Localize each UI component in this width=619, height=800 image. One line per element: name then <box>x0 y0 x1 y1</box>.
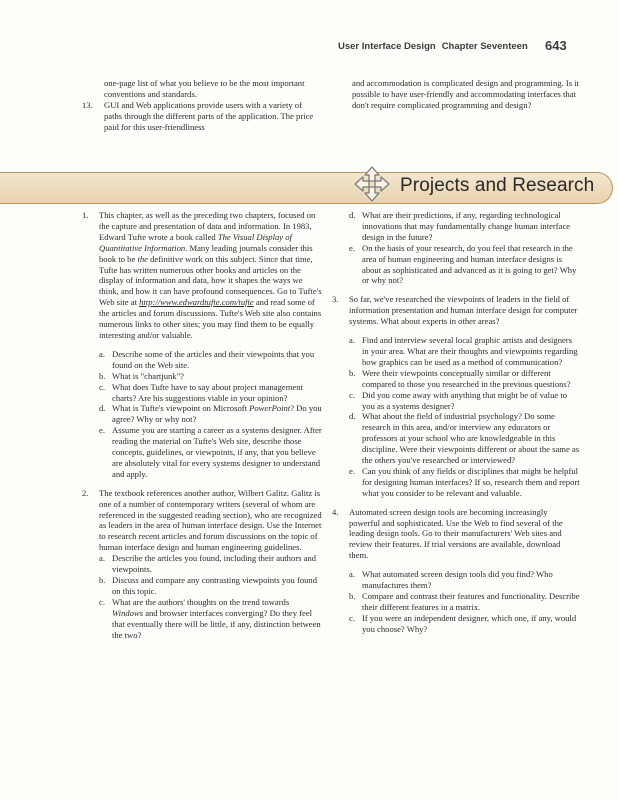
project-2 <box>82 488 322 641</box>
subquestions <box>349 335 580 499</box>
sub-label: b. <box>349 591 356 601</box>
sub-label: b. <box>349 367 356 378</box>
sub-label: a. <box>349 335 355 346</box>
sub-text: Were their viewpoints conceptually similar or different compared to those you researched in the previous questions? <box>362 367 571 389</box>
emphasis: the <box>137 253 148 264</box>
sub-label: c. <box>349 389 355 400</box>
sub-text: What automated screen design tools did you find? Who manufactures them? <box>362 569 553 591</box>
sub-label: e. <box>349 465 355 476</box>
review-questions-left <box>82 78 314 133</box>
project-3 <box>332 294 580 498</box>
sub-text: What about the field of industrial psychology? Do some research in this area, and/or interview any educators or professors at your school who are knowledgeable in this discipline. Were their viewpoints different or about the same as the others you've researched or interviewed? <box>362 411 580 466</box>
project-text: So far, we've researched the viewpoints of leaders in the field of information presentation and human interface design for computer systems. What about experts in other areas? <box>349 294 578 327</box>
text-run: . Many leading journals consider this book to be <box>99 242 313 264</box>
sub-text: ? Do you agree? Why or why not? <box>112 403 322 425</box>
sub-label: d. <box>349 411 356 422</box>
project-number: 2. <box>82 487 89 498</box>
continued-paragraph: and accommodation is complicated design and programming. Is it possible to have user-friendly and accommodating interfaces that don't require complicated programming and design? <box>352 78 579 110</box>
sub-label: b. <box>99 575 106 585</box>
subquestion-b <box>349 591 580 613</box>
project-text: Automated screen design tools are becoming increasingly powerful and sophisticated. Use the Web to find several of the leading design tools. Go to their manufacturers' Web sites and review their features. If trial versions are available, download them. <box>349 506 563 561</box>
text-run: and read some of the articles and forum discussions. Tufte's Web site also contains numerous links to other sites; you may find them to be equally interesting and/or valuable. <box>99 297 322 340</box>
subquestions <box>99 553 322 640</box>
subquestion-c <box>349 613 580 635</box>
sub-label: a. <box>99 348 105 359</box>
subquestion-a <box>349 335 580 368</box>
subquestion-b <box>99 371 322 382</box>
os-name: Windows <box>112 607 144 618</box>
project-text <box>99 210 322 341</box>
subquestions <box>99 349 322 480</box>
sub-label: d. <box>99 403 106 414</box>
sub-text: What is Tufte's viewpoint on Microsoft <box>112 403 250 414</box>
four-way-arrows-icon <box>352 164 392 204</box>
sub-text: Compare and contrast their features and functionality. Describe their different features in a matrix. <box>362 591 580 612</box>
text-run: This chapter, as well as the preceding two chapters, focused on the capture and presentation of data and information. In 1983, Edward Tufte wrote a book called <box>99 210 316 242</box>
subquestion-e <box>349 243 580 287</box>
sub-text: What are their predictions, if any, regarding technological innovations that may fundamentally change human interface design in the future? <box>362 210 571 242</box>
sub-label: c. <box>349 612 355 623</box>
sub-text: Find and interview several local graphic artists and designers in your area. What are their thoughts and viewpoints regarding how graphics can be used as a method of communication? <box>362 335 578 367</box>
sub-text: Describe some of the articles and their viewpoints that you found on the Web site. <box>112 348 315 370</box>
running-head <box>338 41 528 52</box>
subquestion-d <box>99 403 322 425</box>
sub-text: and browser interfaces converging? Do they feel that eventually there will be little, if any, distinction between the two? <box>112 607 321 640</box>
page-number: 643 <box>545 38 567 53</box>
subquestion-d <box>349 411 580 466</box>
sub-label: d. <box>349 210 356 220</box>
subquestion-e <box>99 425 322 480</box>
project-number: 4. <box>332 506 339 517</box>
project-1-continued <box>332 210 580 286</box>
continued-paragraph: one-page list of what you believe to be the most important conventions and standards. <box>104 78 305 99</box>
sub-text: If you were an independent designer, which one, if any, would you choose? Why? <box>362 612 577 634</box>
sub-label: c. <box>99 596 105 607</box>
text-run: definitive work on this subject. Since that time, Tufte has written numerous other books and articles on the display of information and data, how it shapes the ways we think, and how it can have profound consequences. Go to Tufte's Web site at <box>99 253 322 308</box>
app-name: PowerPoint <box>249 403 291 414</box>
question-number: 13. <box>82 99 93 110</box>
sub-label: e. <box>349 242 355 253</box>
section-title: User Interface Design <box>338 41 436 52</box>
review-questions-right <box>352 78 582 111</box>
project-text: The textbook references another author, Wilbert Galitz. Galitz is one of a number of contemporary writers (several of whom are referenced in the suggested reading section), who are recognized as leaders in the area of human interface design. Use the Internet to research recent articles and forum discussions on the topic of human interface design and human engineering guidelines. <box>99 487 322 553</box>
sub-text: What are the authors' thoughts on the trend towards <box>112 596 290 607</box>
sub-text: What does Tufte have to say about project management charts? Are his suggestions viable in your opinion? <box>112 381 303 403</box>
sub-text: Assume you are starting a career as a systems designer. After reading the material on Tufte's Web site, describe those concepts, guidelines, or viewpoints, if any, that you believe are absolutely vital for every systems designer to understand and apply. <box>112 425 322 479</box>
sub-text: On the basis of your research, do you feel that research in the area of human engineering and human interface designs is about as sophisticated and advanced as it is going to get? Why or why not? <box>362 242 577 286</box>
sub-label: e. <box>99 425 105 436</box>
projects-column-right <box>332 210 580 643</box>
chapter-title: Chapter Seventeen <box>441 41 528 52</box>
sub-text: Discuss and compare any contrasting viewpoints you found on this topic. <box>112 575 318 596</box>
subquestion-d <box>349 210 580 243</box>
review-question-13 <box>82 100 314 133</box>
question-text: GUI and Web applications provide users with a variety of paths through the different parts of the application. The price paid for this user-friendliness <box>104 99 314 132</box>
tufte-url-link[interactable]: http://www.edwardtufte.com/tufte <box>139 297 254 308</box>
subquestion-a <box>99 553 322 575</box>
section-heading: Projects and Research <box>400 175 595 196</box>
sub-label: c. <box>99 381 105 392</box>
subquestion-b <box>99 575 322 597</box>
subquestion-e <box>349 466 580 499</box>
sub-text: Did you come away with anything that might be of value to you as a systems designer? <box>362 389 568 411</box>
subquestion-a <box>349 569 580 591</box>
sub-label: b. <box>99 370 106 381</box>
project-number: 3. <box>332 294 339 305</box>
project-4 <box>332 507 580 635</box>
sub-label: a. <box>349 569 355 580</box>
project-1 <box>82 210 322 480</box>
sub-text: Describe the articles you found, including their authors and viewpoints. <box>112 553 317 575</box>
subquestions <box>349 569 580 634</box>
subquestion-c <box>99 382 322 404</box>
book-title: The Visual Display of Quantitative Information <box>99 231 292 253</box>
sub-text: What is "chartjunk"? <box>112 370 184 381</box>
projects-column-left <box>82 210 322 648</box>
projects-banner <box>0 172 619 202</box>
subquestion-a <box>99 349 322 371</box>
project-number: 1. <box>82 210 89 220</box>
subquestion-c <box>99 597 322 641</box>
subquestion-c <box>349 390 580 412</box>
sub-text: Can you think of any fields or disciplines that might be helpful for designing human interfaces? If so, research them and report what you consider to be relevant and valuable. <box>362 465 580 498</box>
sub-label: a. <box>99 553 105 564</box>
subquestion-b <box>349 368 580 390</box>
